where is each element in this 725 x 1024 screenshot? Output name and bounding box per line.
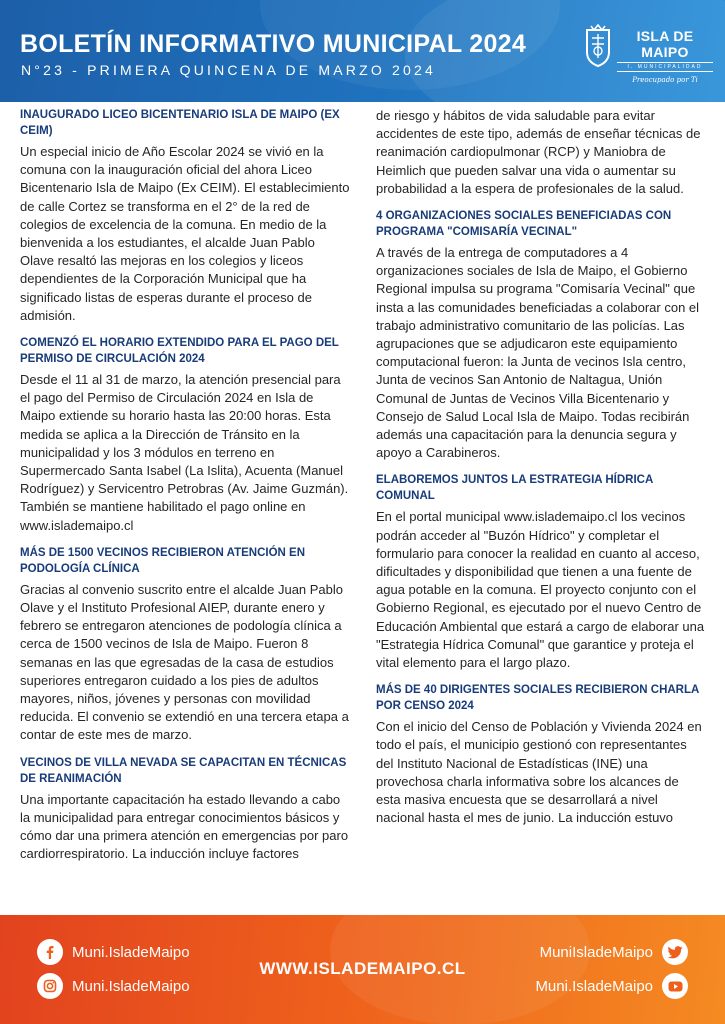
article-body: Con el inicio del Censo de Población y Vivienda 2024 en todo el país, el municipio gestionó con representantes del Instituto Nacional de Estadísticas (INE) una provechosa charla informativa sobre los alcances de esta masiva encuesta que se desarrollará a nivel nacional hasta el mes de junio. La inducción estuvo [376,719,702,826]
article-body: Desde el 11 al 31 de marzo, la atención presencial para el pago del Permiso de Circulación 2024 en Isla de Maipo extiende su horario hasta las 20:00 horas. Esta medida se aplica a la Dirección de Tránsito en la municipalidad y los 3 módulos en terreno en Supermercado Santa Isabel (La Islita), Acuenta (Manuel Rodríguez) y Servicentro Petrobras (Av. Jaime Guzmán). También se mantiene habilitado el pago online en www.islademaipo.cl [20,372,349,533]
article-body: Gracias al convenio suscrito entre el alcalde Juan Pablo Olave y el Instituto Profesional AIEP, durante enero y febrero se entregaron atenciones de podología clínica a cerca de 1500 vecinos de Isla de Maipo. Fueron 8 semanas en las que egresadas de la casa de estudios superiores entregaron cuidado a los pies de adultos mayores, niños, jóvenes y personas con movilidad reducida. El convenio se extendió en una tercera etapa a contar de este mes de marzo. [20,581,349,743]
logo-name: ISLA DE MAIPO [636,28,694,60]
article-title: 4 ORGANIZACIONES SOCIALES BENEFICIADAS CON PROGRAMA "COMISARÍA VECINAL" [376,210,672,239]
article-body: En el portal municipal www.islademaipo.cl los vecinos podrán acceder al "Buzón Hídrico" y completar el formulario para conocer la realidad en cuanto al acceso, dificultades y disponibilidad que tienen a una fuente de agua potable en la comuna. El proyecto conjunto con el Gobierno Regional, es ejecutado por el nuevo Centro de Educación Ambiental que estará a cargo de elaborar una "Estrategia Hídrica Comunal" que garantice y proteja el vital elemento para el largo plazo. [376,509,705,671]
youtube-icon [662,973,688,999]
bulletin-title: BOLETÍN INFORMATIVO MUNICIPAL 2024 [20,30,527,58]
bulletin-issue: N°23 - PRIMERA QUINCENA DE MARZO 2024 [21,62,436,78]
article-title: MÁS DE 40 DIRIGENTES SOCIALES RECIBIERON CHARLA POR CENSO 2024 [376,684,699,713]
article-title: COMENZÓ EL HORARIO EXTENDIDO PARA EL PAGO DEL PERMISO DE CIRCULACIÓN 2024 [20,337,339,366]
article-body: Un especial inicio de Año Escolar 2024 se vivió en la comuna con la inauguración oficial del ahora Liceo Bicentenario Isla de Maipo (Ex CEIM). El establecimiento de calle Cortez se transforma en el 2° de la red de colegios de excelencia de la comuna. En medio de la bienvenida a los estudiantes, el alcalde Juan Pablo Olave resaltó las mejoras en los colegios y liceos dependientes de la Corporación Municipal que ha significado listas de esperas durante el proceso de admisión. [20,144,350,323]
twitter-handle: MuniIsladeMaipo [539,943,653,961]
youtube-link[interactable] [535,973,688,999]
article-title: VECINOS DE VILLA NEVADA SE CAPACITAN EN TÉCNICAS DE REANIMACIÓN [20,756,347,785]
municipality-logo [583,22,713,82]
header-banner [0,0,725,102]
logo-municipality: I. MUNICIPALIDAD [617,62,713,72]
twitter-icon [662,939,688,965]
website-link[interactable]: WWW.ISLADEMAIPO.CL [259,959,466,978]
instagram-handle: Muni.IsladeMaipo [72,977,190,995]
article-title: ELABOREMOS JUNTOS LA ESTRATEGIA HÍDRICA COMUNAL [376,474,653,503]
article-title: INAUGURADO LICEO BICENTENARIO ISLA DE MAIPO (EX CEIM) [20,109,340,137]
coat-of-arms-icon [583,24,613,68]
youtube-handle: Muni.IsladeMaipo [535,977,653,995]
facebook-handle: Muni.IsladeMaipo [72,943,190,961]
article-title: MÁS DE 1500 VECINOS RECIBIERON ATENCIÓN EN PODOLOGÍA CLÍNICA [20,546,305,575]
right-column [376,107,706,838]
article-body: A través de la entrega de computadores a 4 organizaciones sociales de Isla de Maipo, el Gobierno Regional impulsa su programa "Comisaría Vecinal" que insta a las comunidades beneficiadas a colaborar con el trabajo administrativo comunitario de las policías. Las agrupaciones que se adjudicaron este equipamiento computacional fueron: la Junta de vecinos Isla centro, Junta de vecinos San Antonio de Naltagua, Unión Comunal de Juntas de Vecinos Villa Bicentenario y Consejo de Salud Local Isla de Maipo. Todas recibirán además una capacitación para la denuncia segura y apoyo a Carabineros. [376,245,700,461]
article-body-continuation: de riesgo y hábitos de vida saludable para evitar accidentes de este tipo, además de enseñar técnicas de reanimación cardiopulmonar (RCP) y Maniobra de Heimlich que pueden salvar una vida o aumentar su probabilidad a la espera de profesionales de la salud. [376,108,701,196]
footer-banner [0,915,725,1024]
left-column [20,107,350,874]
twitter-link[interactable] [540,939,688,965]
article-body: Una importante capacitación ha estado llevando a cabo la municipalidad para entregar conocimientos básicos y cómo dar una primera atención en emergencias por paro cardiorrespiratorio. La inducción incluye factores [20,791,349,862]
logo-tagline: Preocupado por Ti [632,76,698,84]
